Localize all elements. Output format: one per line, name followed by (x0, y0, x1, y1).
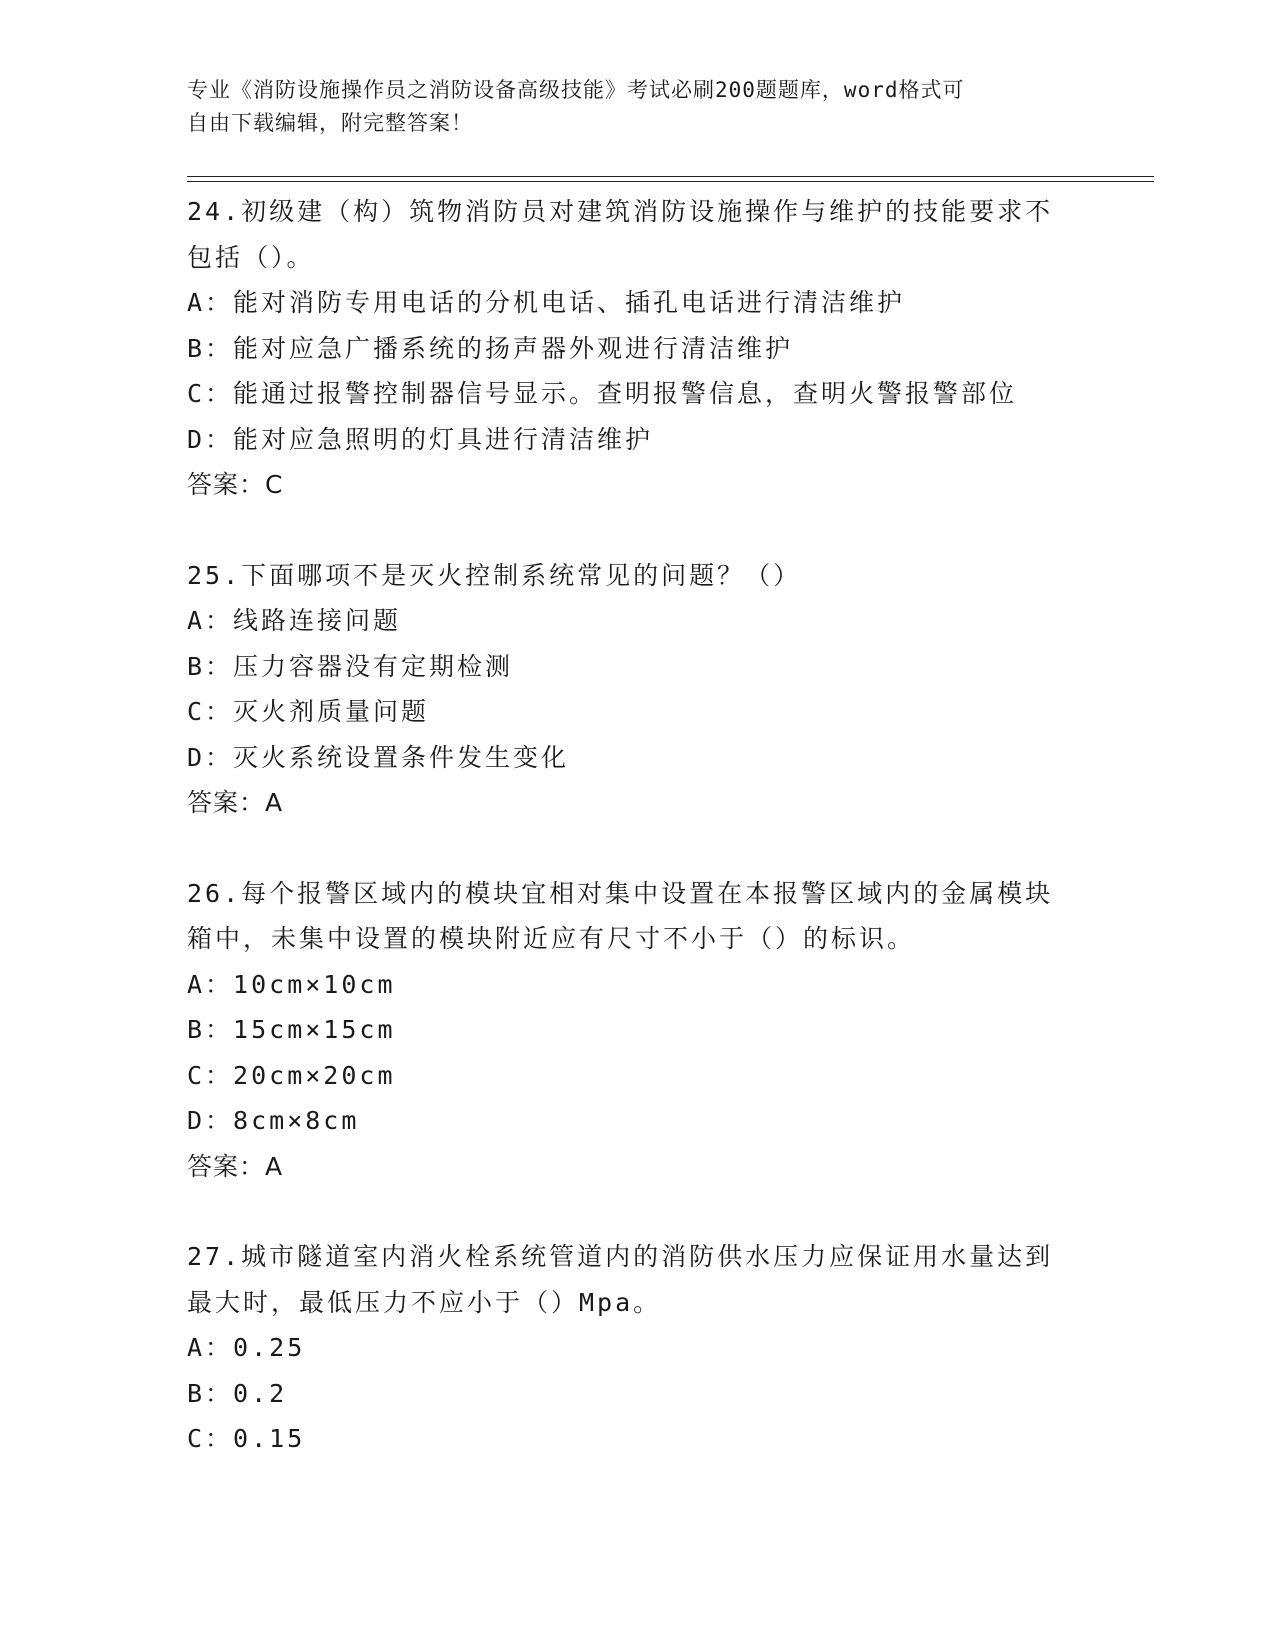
option-a: A：能对消防专用电话的分机电话、插孔电话进行清洁维护 (187, 288, 906, 317)
option-b: B：压力容器没有定期检测 (187, 651, 514, 681)
option-a: A：0.25 (187, 1333, 306, 1362)
question-stem-line-2: 最大时，最低压力不应小于（）Mpa。 (187, 1287, 662, 1317)
option-c: C：能通过报警控制器信号显示。查明报警信息，查明火警报警部位 (187, 379, 1018, 408)
question-stem-line-1: 24.初级建（构）筑物消防员对建筑消防设施操作与维护的技能要求不 (187, 197, 1054, 226)
option-a: A：10cm×10cm (187, 969, 396, 999)
document-header (187, 74, 1067, 140)
option-b: B：0.2 (187, 1378, 288, 1408)
option-a: A：线路连接问题 (187, 606, 402, 635)
question-stem-line-1: 27.城市隧道室内消火栓系统管道内的消防供水压力应保证用水量达到 (187, 1242, 1054, 1271)
header-line-1: 专业《消防设施操作员之消防设备高级技能》考试必刷200题题库，word格式可 (187, 78, 965, 102)
option-b: B：能对应急广播系统的扬声器外观进行清洁维护 (187, 333, 794, 363)
question-stem-line-2: 包括（）。 (187, 242, 315, 272)
option-b: B：15cm×15cm (187, 1015, 396, 1044)
header-divider-top (187, 176, 1154, 177)
question-list (187, 189, 1087, 1507)
option-c: C：灭火剂质量问题 (187, 697, 430, 726)
option-d: D：灭火系统设置条件发生变化 (187, 742, 570, 772)
question-26 (187, 871, 1087, 1190)
answer: 答案：A (187, 788, 284, 817)
option-c: C：20cm×20cm (187, 1060, 396, 1090)
question-24 (187, 189, 1087, 508)
option-c: C：0.15 (187, 1424, 306, 1453)
answer: 答案：C (187, 470, 284, 499)
option-d: D：能对应急照明的灯具进行清洁维护 (187, 424, 654, 454)
header-line-2: 自由下载编辑，附完整答案！ (187, 111, 473, 135)
question-stem-line-1: 25.下面哪项不是灭火控制系统常见的问题？（） (187, 560, 802, 590)
question-27 (187, 1234, 1087, 1462)
question-stem-line-2: 箱中，未集中设置的模块附近应有尺寸不小于（）的标识。 (187, 924, 916, 953)
question-25 (187, 553, 1087, 826)
question-stem-line-1: 26.每个报警区域内的模块宜相对集中设置在本报警区域内的金属模块 (187, 878, 1054, 908)
answer: 答案：A (187, 1151, 284, 1181)
option-d: D：8cm×8cm (187, 1106, 360, 1135)
header-divider-bottom (187, 181, 1154, 182)
